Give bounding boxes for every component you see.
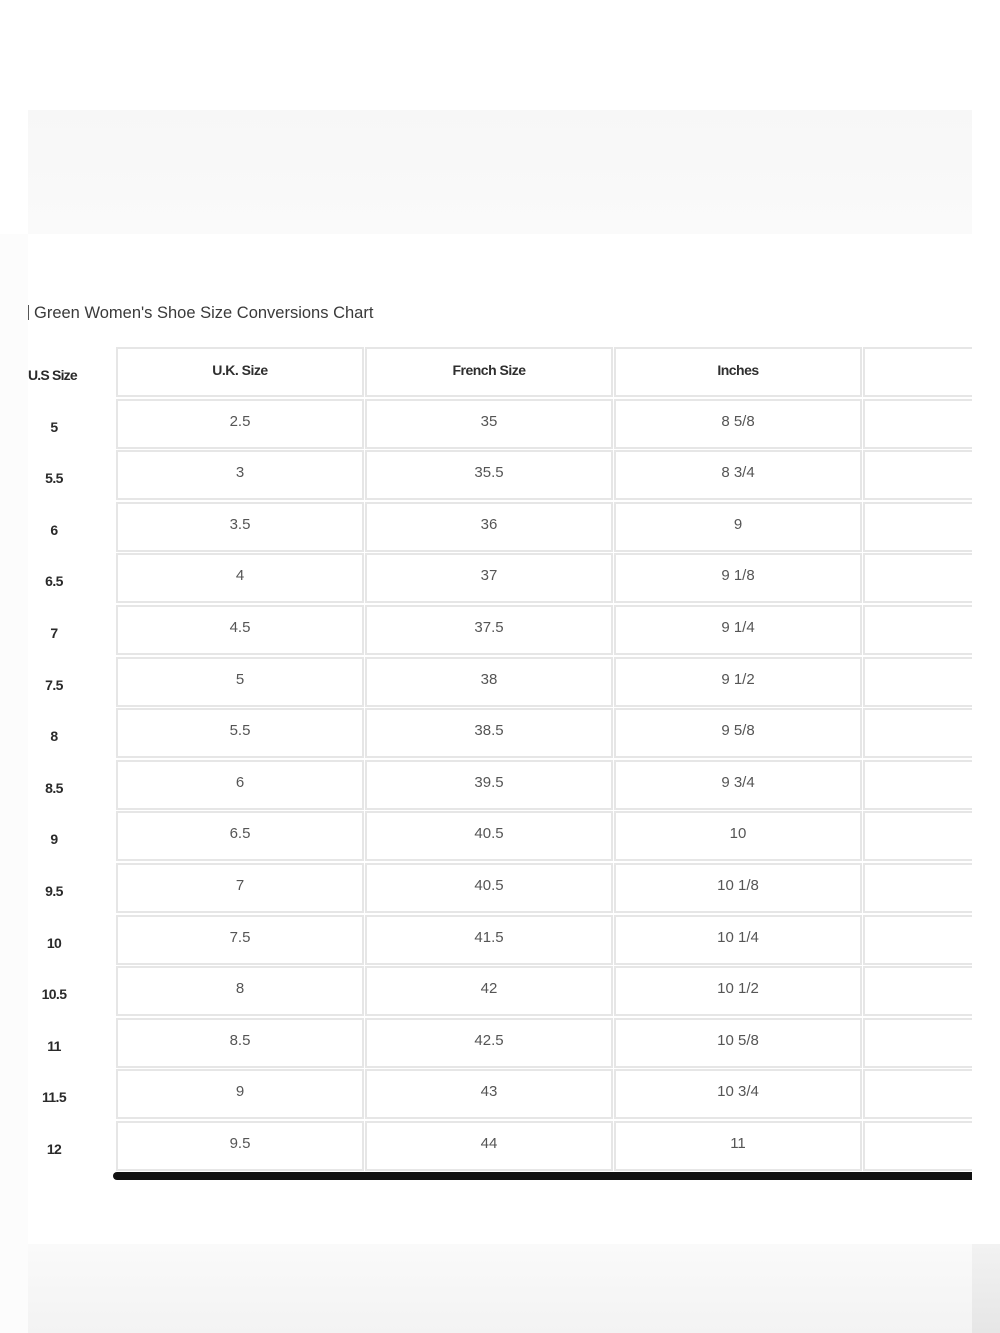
table-cell: 7.5	[116, 915, 364, 965]
chart-title-text: Green Women's Shoe Size Conversions Chart	[34, 304, 374, 322]
row-us-size: 10	[46, 934, 62, 951]
table-cell: 41.5	[365, 915, 613, 965]
table-cell: 8	[116, 966, 364, 1016]
table-cell: 37.5	[365, 605, 613, 655]
table-cell-empty	[863, 966, 972, 1016]
table-cell: 35	[365, 399, 613, 449]
table-cell: 37	[365, 553, 613, 603]
row-us-size: 8	[50, 728, 58, 745]
table-cell: 9 1/8	[614, 553, 862, 603]
table-cell-empty	[863, 502, 972, 552]
row-us-size: 6	[50, 521, 58, 538]
table-cell: 10 1/2	[614, 966, 862, 1016]
table-cell: 9	[116, 1069, 364, 1119]
chart-title	[28, 304, 373, 323]
table-cell: 8.5	[116, 1018, 364, 1068]
row-us-size: 8.5	[45, 779, 63, 796]
table-cell-empty	[863, 760, 972, 810]
table-cell-empty	[863, 347, 972, 397]
background-top-band	[28, 110, 972, 234]
column-header-us-size: U.S Size	[28, 367, 77, 383]
table-cell: 42.5	[365, 1018, 613, 1068]
column-header-inches: Inches	[614, 347, 862, 397]
table-cell-empty	[863, 1069, 972, 1119]
row-us-size: 12	[46, 1141, 62, 1157]
row-us-size: 10.5	[41, 986, 67, 1003]
table-cell: 9 1/2	[614, 657, 862, 707]
table-cell-empty	[863, 708, 972, 758]
table-cell: 38	[365, 657, 613, 707]
table-cell: 9 5/8	[614, 708, 862, 758]
table-cell: 3.5	[116, 502, 364, 552]
column-header-french-size: French Size	[365, 347, 613, 397]
table-cell: 10 5/8	[614, 1018, 862, 1068]
table-cell: 6	[116, 760, 364, 810]
table-cell-empty	[863, 1018, 972, 1068]
table-cell-empty	[863, 863, 972, 913]
table-cell: 4	[116, 553, 364, 603]
row-us-size: 11	[47, 1037, 61, 1054]
table-cell: 9	[614, 502, 862, 552]
row-us-size: 11.5	[41, 1089, 67, 1106]
table-cell: 39.5	[365, 760, 613, 810]
background-right-edge	[972, 1244, 1000, 1333]
table-cell: 38.5	[365, 708, 613, 758]
table-cell: 8 3/4	[614, 450, 862, 500]
table-cell: 8 5/8	[614, 399, 862, 449]
background-left-strip	[0, 234, 28, 1333]
table-cell: 3	[116, 450, 364, 500]
table-cell-empty	[863, 1121, 972, 1171]
row-us-size: 9.5	[45, 883, 63, 899]
row-us-size: 9	[50, 831, 58, 848]
table-cell: 11	[614, 1121, 862, 1171]
table-cell: 9 3/4	[614, 760, 862, 810]
table-cell: 42	[365, 966, 613, 1016]
table-cell-empty	[863, 657, 972, 707]
table-cell: 7	[116, 863, 364, 913]
table-cell: 9.5	[116, 1121, 364, 1171]
table-cell: 10 3/4	[614, 1069, 862, 1119]
table-cell: 10	[614, 811, 862, 861]
table-cell: 36	[365, 502, 613, 552]
table-cell: 5	[116, 657, 364, 707]
size-chart-panel	[28, 234, 972, 1244]
row-us-size: 7	[50, 625, 58, 641]
row-us-size: 6.5	[45, 573, 63, 590]
table-cell: 40.5	[365, 811, 613, 861]
title-cursor-mark	[28, 305, 29, 320]
table-cell: 43	[365, 1069, 613, 1119]
table-cell: 6.5	[116, 811, 364, 861]
table-cell: 44	[365, 1121, 613, 1171]
table-cell-empty	[863, 450, 972, 500]
column-header-u-k-size: U.K. Size	[116, 347, 364, 397]
table-cell-empty	[863, 553, 972, 603]
table-cell: 10 1/4	[614, 915, 862, 965]
table-cell: 5.5	[116, 708, 364, 758]
table-cell: 2.5	[116, 399, 364, 449]
row-us-size: 5	[50, 418, 58, 435]
table-cell: 40.5	[365, 863, 613, 913]
table-bottom-rule	[113, 1172, 972, 1180]
table-cell-empty	[863, 605, 972, 655]
table-cell-empty	[863, 811, 972, 861]
background-bottom-band	[28, 1244, 972, 1333]
table-cell-empty	[863, 399, 972, 449]
row-us-size: 7.5	[45, 676, 63, 693]
row-us-size: 5.5	[45, 470, 63, 487]
table-cell: 35.5	[365, 450, 613, 500]
table-cell: 10 1/8	[614, 863, 862, 913]
table-cell: 9 1/4	[614, 605, 862, 655]
table-cell: 4.5	[116, 605, 364, 655]
table-cell-empty	[863, 915, 972, 965]
